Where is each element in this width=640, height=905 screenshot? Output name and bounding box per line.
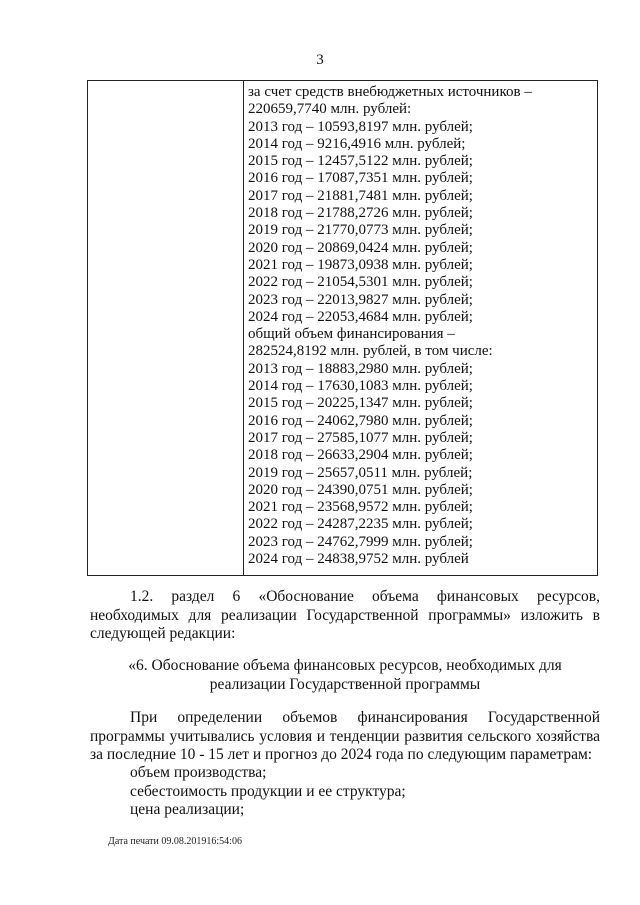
table-line: 2016 год – 17087,7351 млн. рублей; (248, 170, 473, 187)
table-line: 2020 год – 24390,0751 млн. рублей; (248, 481, 473, 498)
table-line: 2019 год – 21770,0773 млн. рублей; (248, 222, 473, 239)
table-line: 2017 год – 21881,7481 млн. рублей; (248, 187, 473, 204)
table-line: 2014 год – 17630,1083 млн. рублей; (248, 378, 473, 395)
table-line: 2019 год – 25657,0511 млн. рублей; (248, 464, 473, 481)
body-paragraph: При определении объемов финансирования Государственной программы учитывались условия и тенденции развития сельского хозяйства за последние 10 - 15 лет и прогноз до 2024 года по следующим параметрам: (90, 709, 600, 763)
table-line: 2018 год – 21788,2726 млн. рублей; (248, 205, 473, 222)
list-item: объем производства; (130, 764, 267, 781)
table-line: 2020 год – 20869,0424 млн. рублей; (248, 239, 473, 256)
table-line: 2013 год – 18883,2980 млн. рублей; (248, 360, 473, 377)
table-line: 2015 год – 12457,5122 млн. рублей; (248, 153, 473, 170)
table-line: 2022 год – 24287,2235 млн. рублей; (248, 516, 473, 533)
section-heading (90, 657, 600, 694)
table-line: 282524,8192 млн. рублей, в том числе: (248, 343, 493, 360)
table-line: 220659,7740 млн. рублей: (248, 101, 412, 118)
parameter-list (130, 764, 406, 820)
financing-table (87, 80, 598, 576)
table-line: 2013 год – 10593,8197 млн. рублей; (248, 118, 473, 135)
table-line: 2022 год – 21054,5301 млн. рублей; (248, 274, 473, 291)
table-line: 2018 год – 26633,2904 млн. рублей; (248, 447, 473, 464)
section-heading-line-2: реализации Государственной программы (209, 675, 481, 693)
list-item: цена реализации; (130, 801, 245, 818)
table-line: 2015 год – 20225,1347 млн. рублей; (248, 395, 473, 412)
table-line: 2016 год – 24062,7980 млн. рублей; (248, 412, 473, 429)
table-line: 2021 год – 19873,0938 млн. рублей; (248, 256, 473, 273)
list-item: себестоимость продукции и ее структура; (130, 782, 406, 800)
table-line: 2021 год – 23568,9572 млн. рублей; (248, 499, 473, 516)
table-line: 2014 год – 9216,4916 млн. рублей; (248, 135, 466, 152)
table-line: 2017 год – 27585,1077 млн. рублей; (248, 429, 473, 446)
table-right-cell (244, 81, 597, 575)
page-number: 3 (316, 52, 324, 68)
paragraph-1-2: 1.2. раздел 6 «Обоснование объема финансовых ресурсов, необходимых для реализации Государственной программы» изложить в следующей редакции: (90, 588, 600, 642)
table-line: 2024 год – 22053,4684 млн. рублей; (248, 308, 473, 325)
table-line: 2023 год – 24762,7999 млн. рублей; (248, 533, 473, 550)
section-heading-line-1: «6. Обоснование объема финансовых ресурсов, необходимых для (128, 657, 562, 674)
table-left-cell (88, 81, 244, 575)
table-line: 2024 год – 24838,9752 млн. рублей (248, 551, 469, 568)
table-line: 2023 год – 22013,9827 млн. рублей; (248, 291, 473, 308)
table-line: общий объем финансирования – (248, 326, 455, 343)
print-date-footer: Дата печати 09.08.201916:54:06 (108, 836, 242, 847)
table-line: за счет средств внебюджетных источников – (248, 84, 532, 100)
